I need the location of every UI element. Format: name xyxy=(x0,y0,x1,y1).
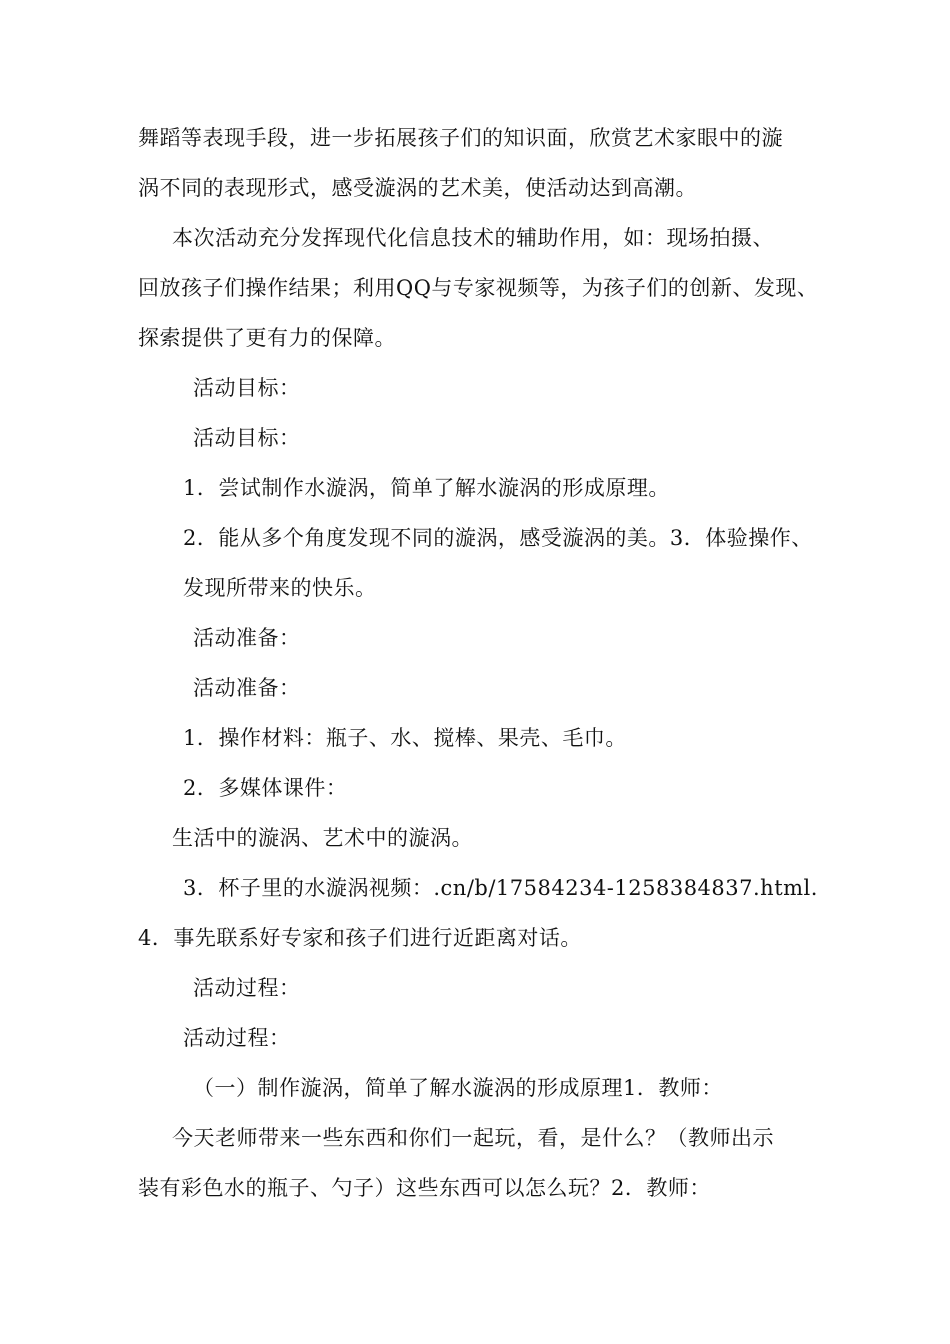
section-heading: 活动目标： xyxy=(193,376,301,400)
section-heading: 活动目标： xyxy=(193,426,301,450)
list-item: 发现所带来的快乐。 xyxy=(183,576,377,600)
paragraph-line: 今天老师带来一些东西和你们一起玩，看，是什么？（教师出示 xyxy=(172,1126,774,1150)
paragraph-line: 舞蹈等表现手段，进一步拓展孩子们的知识面，欣赏艺术家眼中的漩 xyxy=(138,126,783,150)
list-item: 2．多媒体课件： xyxy=(183,776,348,800)
list-item: 1．操作材料：瓶子、水、搅棒、果壳、毛巾。 xyxy=(183,726,627,750)
list-item: 1．尝试制作水漩涡，简单了解水漩涡的形成原理。 xyxy=(183,476,670,500)
paragraph-line: 回放孩子们操作结果；利用QQ与专家视频等，为孩子们的创新、发现、 xyxy=(138,276,819,300)
section-heading: 活动过程： xyxy=(193,976,301,1000)
list-item: 生活中的漩涡、艺术中的漩涡。 xyxy=(172,826,473,850)
paragraph-line: 装有彩色水的瓶子、勺子）这些东西可以怎么玩？2．教师： xyxy=(138,1176,711,1200)
paragraph-line: 本次活动充分发挥现代化信息技术的辅助作用，如：现场拍摄、 xyxy=(172,226,774,250)
paragraph-line: 涡不同的表现形式，感受漩涡的艺术美，使活动达到高潮。 xyxy=(138,176,697,200)
subsection-heading: （一）制作漩涡，简单了解水漩涡的形成原理1．教师： xyxy=(193,1076,723,1100)
paragraph-line: 探索提供了更有力的保障。 xyxy=(138,326,396,350)
section-heading: 活动准备： xyxy=(193,676,301,700)
section-heading: 活动准备： xyxy=(193,626,301,650)
list-item: 2．能从多个角度发现不同的漩涡，感受漩涡的美。3．体验操作、 xyxy=(183,526,813,550)
list-item: 3．杯子里的水漩涡视频：.cn/b/17584234-1258384837.html. xyxy=(183,876,818,900)
section-heading: 活动过程： xyxy=(183,1026,291,1050)
list-item: 4．事先联系好专家和孩子们进行近距离对话。 xyxy=(138,926,582,950)
